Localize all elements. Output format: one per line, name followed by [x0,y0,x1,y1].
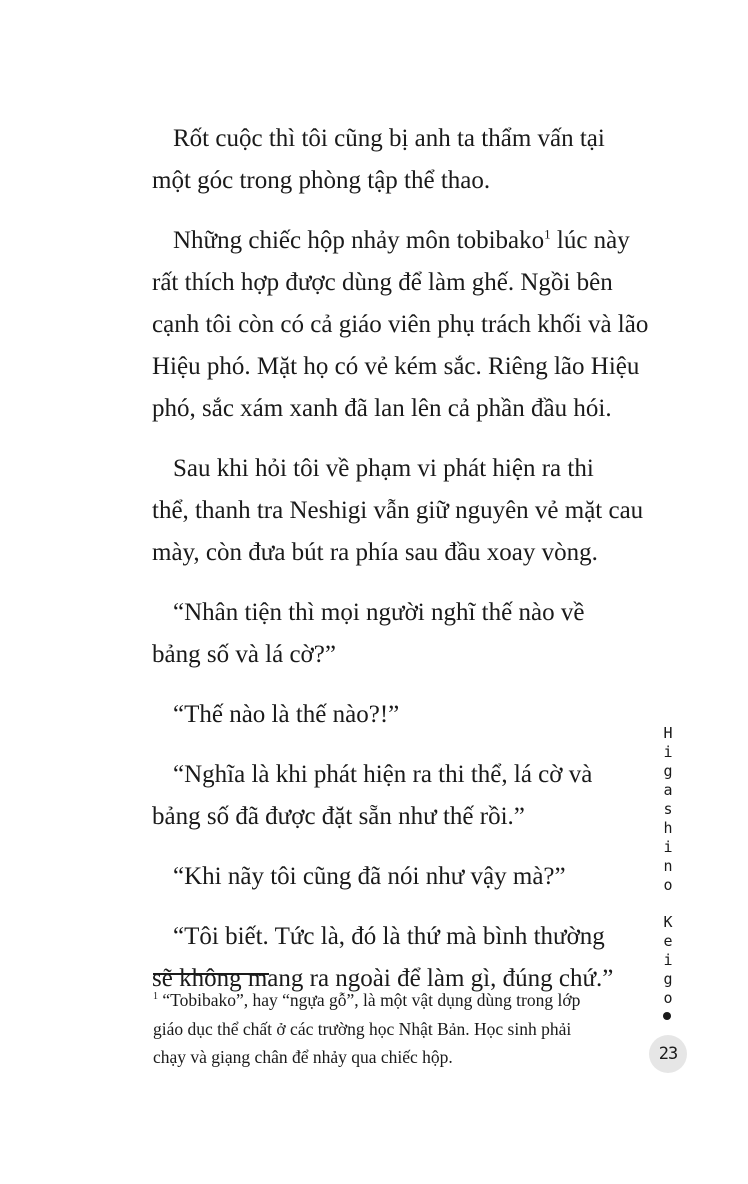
author-letter: i [663,838,673,856]
paragraph-2 [152,220,649,430]
author-letter: e [663,932,673,950]
text-line: “Nghĩa là khi phát hiện ra thi thể, lá cờ và [173,761,593,788]
text-line: “Khi nãy tôi cũng đã nói như vậy mà?” [173,863,566,890]
bullet-dot-icon [663,1012,671,1020]
paragraph-5 [152,694,614,736]
author-letter: i [663,951,673,969]
text-line-part: Những chiếc hộp nhảy môn tobibako [173,227,545,254]
footnote [153,986,615,1072]
author-letter: n [663,857,673,875]
side-author-name [656,724,680,1008]
author-letter: s [663,800,673,818]
footnote-marker: 1 [153,991,158,1003]
text-line: sẽ không mang ra ngoài để làm gì, đúng chứ.” [152,965,614,992]
text-line: “Tôi biết. Tức là, đó là thứ mà bình thường [173,923,605,950]
footnote-line: chạy và giạng chân để nhảy qua chiếc hộp. [153,1047,453,1067]
text-line: thể, thanh tra Neshigi vẫn giữ nguyên vẻ mặt cau [152,497,644,524]
paragraph-4 [152,592,614,676]
text-line: rất thích hợp được dùng để làm ghế. Ngồi bên [152,269,613,296]
paragraph-3 [152,448,644,574]
text-line-part: lúc này [550,227,630,254]
text-line: Sau khi hỏi tôi về phạm vi phát hiện ra thi [173,455,594,482]
author-letter: H [663,724,673,742]
paragraph-1 [152,118,614,202]
footnote-line: giáo dục thể chất ở các trường học Nhật Bản. Học sinh phải [153,1018,572,1039]
author-letter: h [663,819,673,837]
body-text [152,118,649,1018]
author-letter: o [663,989,673,1007]
text-line: “Thế nào là thế nào?!” [173,701,400,728]
author-gap [656,895,680,913]
text-line: một góc trong phòng tập thể thao. [152,167,491,194]
author-letter: K [663,913,673,931]
text-line: “Nhân tiện thì mọi người nghĩ thế nào về [173,599,585,626]
text-line [152,220,630,262]
footnote-divider [153,973,269,975]
paragraph-7 [152,856,614,898]
page-number: 23 [649,1035,687,1073]
text-line: Rốt cuộc thì tôi cũng bị anh ta thẩm vấn tại [173,125,605,152]
author-letter: g [663,762,673,780]
author-letter: a [663,781,673,799]
text-line: mày, còn đưa bút ra phía sau đầu xoay vòng. [152,539,598,566]
footnote-line [153,986,615,1015]
footnote-ref[interactable]: 1 [544,226,551,242]
text-line: Hiệu phó. Mặt họ có vẻ kém sắc. Riêng lão Hiệu [152,353,640,380]
author-letter: o [663,876,673,894]
text-line: bảng số đã được đặt sẵn như thế rồi.” [152,803,525,830]
author-letter: i [663,743,673,761]
author-letter: g [663,970,673,988]
text-line: cạnh tôi còn có cả giáo viên phụ trách khối và lão [152,311,649,338]
paragraph-6 [152,754,614,838]
text-line: phó, sắc xám xanh đã lan lên cả phần đầu hói. [152,395,612,422]
footnote-line-text: “Tobibako”, hay “ngựa gỗ”, là một vật dụng dùng trong lớp [162,990,581,1010]
text-line: bảng số và lá cờ?” [152,641,336,668]
